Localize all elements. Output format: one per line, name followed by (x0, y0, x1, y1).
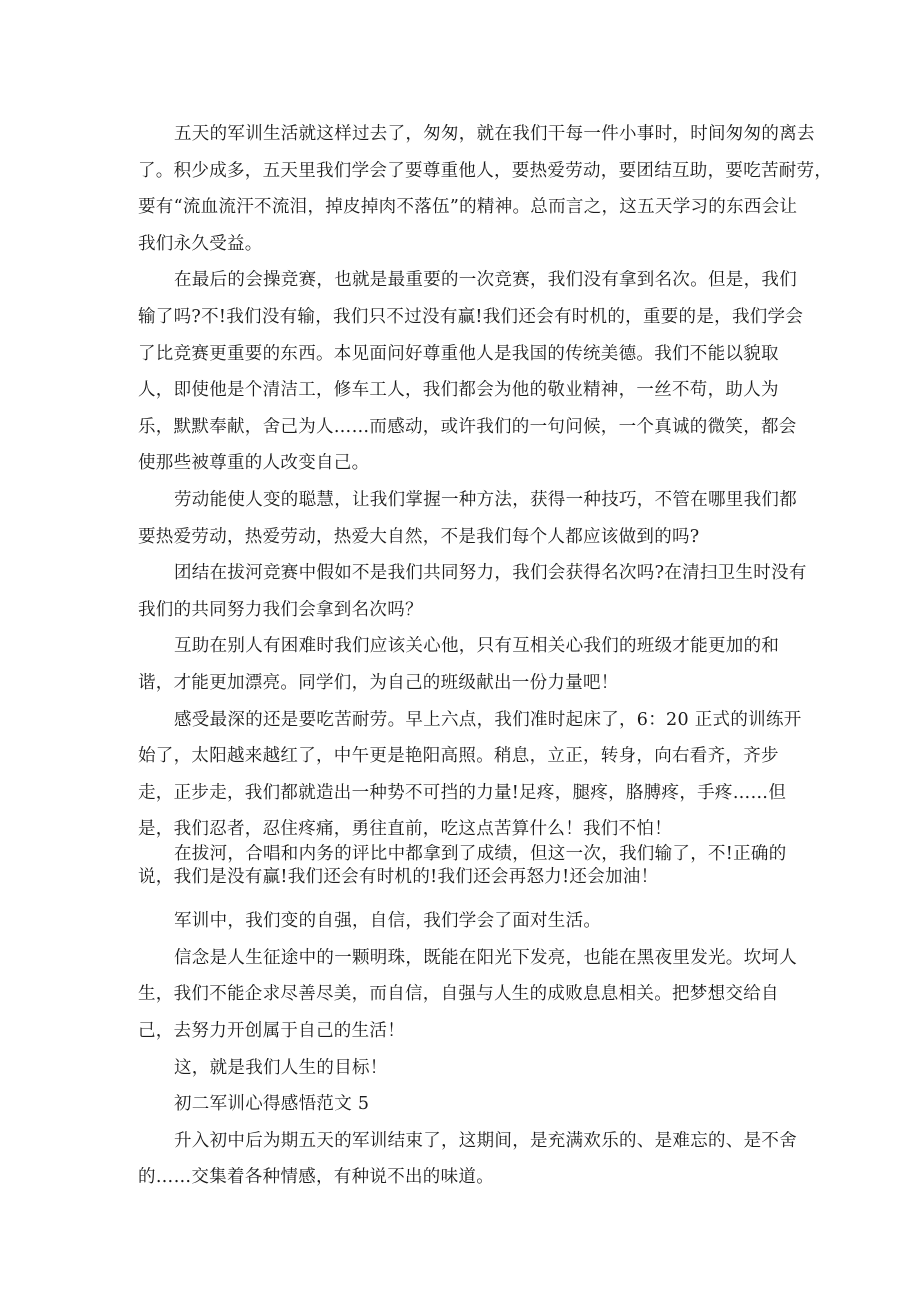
text-line: 乐，默默奉献，舍己为人……而感动，或许我们的一句问候，一个真诚的微笑，都会 (138, 416, 797, 437)
paragraph-6 (138, 702, 802, 840)
paragraph-4 (138, 555, 807, 628)
text-line: 团结在拔河竞赛中假如不是我们共同努力，我们会获得名次吗?在清扫卫生时没有 (174, 563, 807, 584)
text-line: 初二军训心得感悟范文 5 (174, 1094, 370, 1115)
text-line: 的……交集着各种情感，有种说不出的味道。 (138, 1167, 494, 1188)
paragraph-2 (138, 262, 804, 482)
text-line: 走，正步走，我们都就造出一种势不可挡的力量!足疼，腿疼，胳膊疼，手疼……但 (138, 782, 787, 803)
text-line: 在拔河，合唱和内务的评比中都拿到了成绩，但这一次，我们输了，不!正确的 (174, 844, 787, 865)
text-line: 生，我们不能企求尽善尽美，而自信，自强与人生的成败息息相关。把梦想交给自 (138, 984, 779, 1005)
paragraph-3 (138, 482, 797, 555)
text-line: 要有“流血流汗不流泪，掉皮掉肉不落伍”的精神。总而言之，这五天学习的东西会让 (138, 197, 798, 218)
text-line: 始了，太阳越来越红了，中午更是艳阳高照。稍息，立正，转身，向右看齐，齐步 (138, 746, 779, 767)
text-line: 说，我们是没有赢!我们还会有时机的!我们还会再怒力!还会加油！ (138, 867, 659, 888)
text-line: 五天的军训生活就这样过去了，匆匆，就在我们干每一件小事时，时间匆匆的离去 (174, 124, 815, 144)
text-line: 互助在别人有困难时我们应该关心他，只有互相关心我们的班级才能更加的和 (174, 636, 780, 657)
text-line: 输了吗?不!我们没有输，我们只不过没有赢!我们还会有时机的，重要的是，我们学会 (138, 306, 804, 327)
document-body (138, 116, 833, 1196)
paragraph-7 (138, 836, 787, 903)
text-line: 要热爱劳动，热爱劳动，热爱大自然，不是我们每个人都应该做到的吗? (138, 526, 700, 547)
text-line: 是，我们忍者，忍住疼痛，勇往直前，吃这点苦算什么！我们不怕！ (138, 819, 672, 840)
section-heading (138, 1086, 782, 1123)
text-line: 感受最深的还是要吃苦耐劳。早上六点，我们准时起床了，6：20 正式的训练开 (174, 709, 802, 730)
text-line: 了比竞赛更重要的东西。本见面问好尊重他人是我国的传统美德。我们不能以貌取 (138, 343, 779, 364)
paragraph-9 (138, 940, 797, 1050)
text-line: 我们永久受益。 (138, 233, 263, 254)
text-line: 信念是人生征途中的一颗明珠，既能在阳光下发亮，也能在黑夜里发光。坎坷人 (174, 947, 797, 968)
text-line: 己，去努力开创属于自己的生活！ (138, 1021, 405, 1042)
text-line: 升入初中后为期五天的军训结束了，这期间，是充满欢乐的、是难忘的、是不舍 (174, 1130, 797, 1151)
text-line: 在最后的会操竞赛，也就是最重要的一次竞赛，我们没有拿到名次。但是，我们 (174, 270, 797, 291)
text-line: 人，即使他是个清洁工，修车工人，我们都会为他的敬业精神，一丝不苟，助人为 (138, 380, 779, 401)
text-line: 谐，才能更加漂亮。同学们，为自己的班级献出一份力量吧！ (138, 672, 619, 693)
paragraph-1 (138, 116, 833, 262)
paragraph-8 (138, 903, 782, 940)
paragraph-10 (138, 1050, 782, 1087)
text-line: 劳动能使人变的聪慧，让我们掌握一种方法，获得一种技巧，不管在哪里我们都 (174, 489, 797, 510)
paragraph-5 (138, 628, 782, 701)
text-line: 军训中，我们变的自强，自信，我们学会了面对生活。 (174, 911, 602, 932)
paragraph-11 (138, 1123, 797, 1196)
text-line: 我们的共同努力我们会拿到名次吗？ (138, 599, 423, 620)
text-line: 使那些被尊重的人改变自己。 (138, 453, 370, 474)
text-line: 这，就是我们人生的目标！ (174, 1057, 388, 1078)
text-line: 了。积少成多，五天里我们学会了要尊重他人，要热爱劳动，要团结互助，要吃苦耐劳， (138, 160, 833, 181)
